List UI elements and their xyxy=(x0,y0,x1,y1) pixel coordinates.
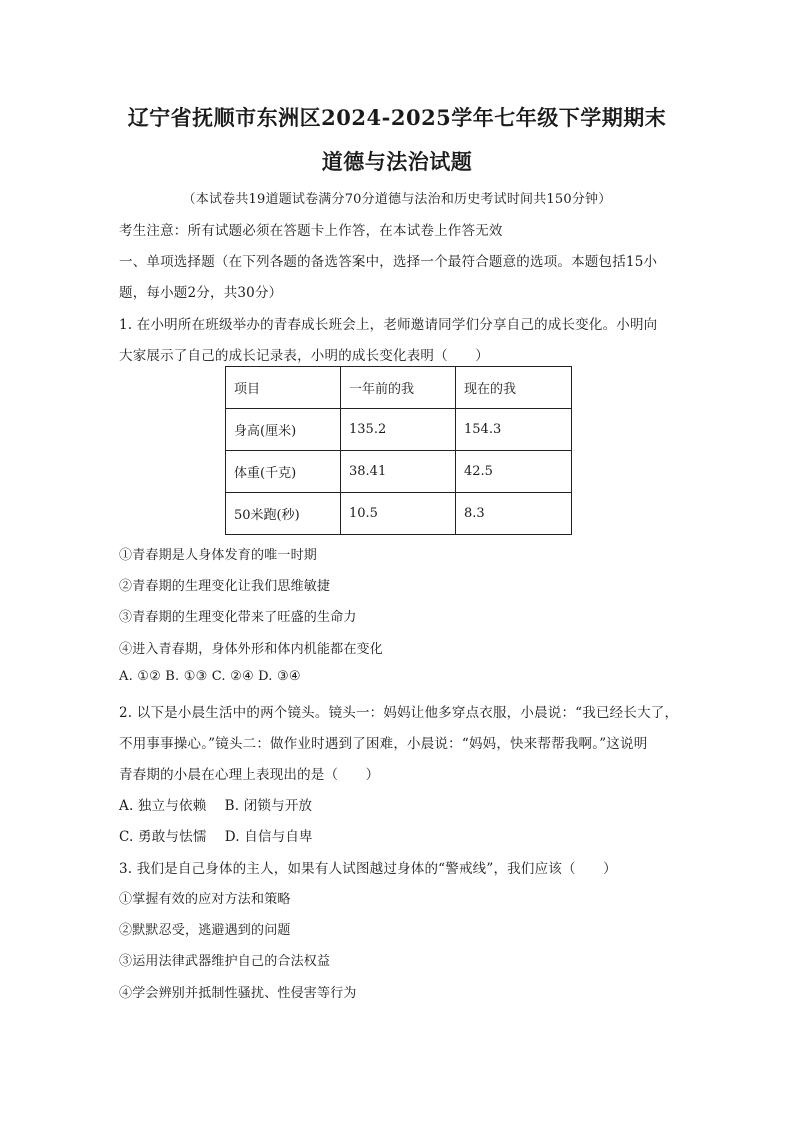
table-cell: 10.5 xyxy=(341,493,456,535)
q1-item-4: ④进入青春期，身体外形和体内机能都在变化 xyxy=(119,642,384,657)
q2-stem-line1: 2. 以下是小晨生活中的两个镜头。镜头一：妈妈让他多穿点衣服，小晨说：“我已经长大了， xyxy=(119,705,679,721)
page-subtitle: 道德与法治试题 xyxy=(321,149,473,174)
table-cell: 身高(厘米) xyxy=(226,409,341,451)
table-header-cell: 现在的我 xyxy=(456,367,572,409)
q1-options: A. ①② B. ①③ C. ②④ D. ③④ xyxy=(119,669,301,684)
table-row xyxy=(226,451,572,493)
section-heading-line2: 题，每小题2分，共30分） xyxy=(119,285,283,301)
table-row xyxy=(226,409,572,451)
q2-stem-line2: 不用事事操心。”镜头二：做作业时遇到了困难，小晨说：“妈妈，快来帮帮我啊。”这说明 xyxy=(119,736,648,752)
page-title: 辽宁省抚顺市东洲区2024-2025学年七年级下学期期末 xyxy=(127,105,667,130)
table-cell: 135.2 xyxy=(341,409,456,451)
q2-options-row2: C. 勇敢与怯懦 D. 自信与自卑 xyxy=(119,829,313,845)
table-cell: 8.3 xyxy=(456,493,572,535)
section-heading-line1: 一、单项选择题（在下列各题的备选答案中，选择一个最符合题意的选项。本题包括15小 xyxy=(119,254,658,270)
table-row xyxy=(226,493,572,535)
q3-item-3: ③运用法律武器维护自己的合法权益 xyxy=(119,954,331,969)
exam-info: （本试卷共19道题试卷满分70分道德与法治和历史考试时间共150分钟） xyxy=(182,192,612,207)
growth-record-table xyxy=(225,366,572,535)
table-cell: 体重(千克) xyxy=(226,451,341,493)
table-cell: 154.3 xyxy=(456,409,572,451)
q1-stem-line2: 大家展示了自己的成长记录表，小明的成长变化表明（ ） xyxy=(119,348,489,364)
exam-notice: 考生注意：所有试题必须在答题卡上作答，在本试卷上作答无效 xyxy=(119,223,503,239)
q3-item-2: ②默默忍受，逃避遇到的问题 xyxy=(119,923,291,938)
table-cell: 42.5 xyxy=(456,451,572,493)
q3-stem: 3. 我们是自己身体的主人，如果有人试图越过身体的“警戒线”，我们应该（ ） xyxy=(119,861,617,877)
table-cell: 38.41 xyxy=(341,451,456,493)
q2-options-row1: A. 独立与依赖 B. 闭锁与开放 xyxy=(119,798,313,814)
table-header-row xyxy=(226,367,572,409)
q3-item-1: ①掌握有效的应对方法和策略 xyxy=(119,892,291,907)
q1-item-1: ①青春期是人身体发育的唯一时期 xyxy=(119,548,318,563)
q3-item-4: ④学会辨别并抵制性骚扰、性侵害等行为 xyxy=(119,986,357,1001)
table-cell: 50米跑(秒) xyxy=(226,493,341,535)
table-header-cell: 一年前的我 xyxy=(341,367,456,409)
q1-item-3: ③青春期的生理变化带来了旺盛的生命力 xyxy=(119,610,357,625)
q1-item-2: ②青春期的生理变化让我们思维敏捷 xyxy=(119,579,331,594)
q2-stem-line3: 青春期的小晨在心理上表现出的是（ ） xyxy=(119,767,380,783)
q1-stem-line1: 1. 在小明所在班级举办的青春成长班会上，老师邀请同学们分享自己的成长变化。小明向 xyxy=(119,317,658,333)
table-header-cell: 项目 xyxy=(226,367,341,409)
